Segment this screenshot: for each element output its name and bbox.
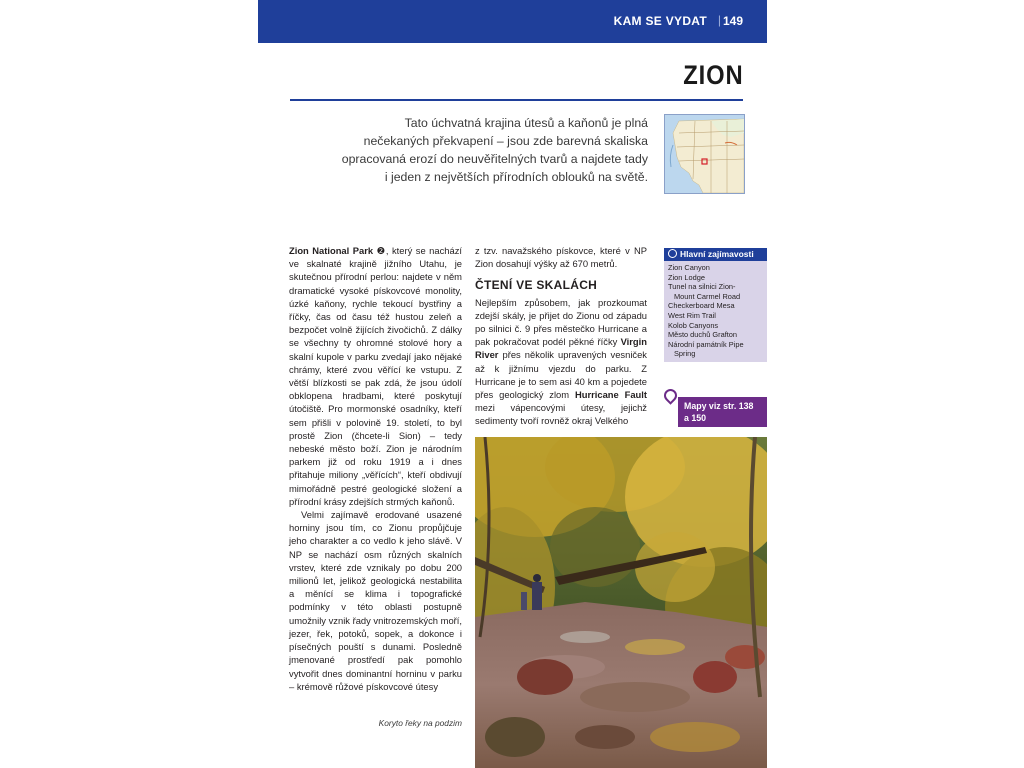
header-bar xyxy=(258,0,767,43)
header-separator: | xyxy=(717,13,721,27)
text-column-1 xyxy=(289,244,462,693)
list-item: West Rim Trail xyxy=(668,310,716,320)
page-title: ZION xyxy=(682,60,743,90)
highlights-list xyxy=(664,261,767,359)
list-item: Kolob Canyons xyxy=(668,320,719,330)
highlights-header xyxy=(664,248,767,261)
locator-map xyxy=(664,114,745,194)
col1-paragraph-1 xyxy=(289,244,462,508)
col2-paragraph-2 xyxy=(475,296,647,428)
list-item: Checkerboard Mesa xyxy=(668,301,735,311)
book-page xyxy=(258,0,767,768)
list-item: Město duchů Grafton xyxy=(668,330,738,340)
maps-reference-box xyxy=(678,397,767,427)
col2-paragraph-1: z tzv. navažského pískovce, které v NP Zion dosahují výšky až 670 metrů. xyxy=(475,245,647,270)
map-marker-number: ❷ xyxy=(376,245,386,256)
photo-graphic xyxy=(475,437,767,768)
highlights-title: Hlavní zajímavosti xyxy=(680,249,754,259)
map-pin-icon xyxy=(661,386,679,404)
locator-map-graphic xyxy=(665,115,744,193)
col1-paragraph-1-text: , který se nachází ve skalnaté krajině jižního Utahu, je skutečnou přírodní perlou: najdete v něm dramatické vysoké pískovcové monolity, úzké kaňony, rychle tekoucí bystřiny a říčky, čas od času též hustou zeleň a bezpočet volně žijících živočichů. Z dálky se všechny ty ohromné stolové hory a skalní kupole v parku zvedají jako nějaké chrámy, které zvou věřící ke vstupu. Z větší blízkosti se pak zdá, že jsou údolí obklopena hradbami, které poskytují útočiště. Pro mormonské osadníky, kteří sem přišli v polovině 19. století, to byl prostě Zion (čhcete-li Sion) – tedy nebeské město boží. Zion je národním parkem již od roku 1919 a i dnes přitahuje miliony „věřících“, kteří obdivují mimořádně pestré geologické složení a přírodní krásy zdejších strmých kaňonů. xyxy=(289,245,462,507)
highlights-box xyxy=(664,248,767,362)
header-section-title: KAM SE VYDAT xyxy=(613,14,707,28)
maps-reference-line-2: a 150 xyxy=(684,412,707,423)
maps-reference-line-1: Mapy viz str. 138 xyxy=(684,401,754,411)
page-number: 149 xyxy=(722,14,743,28)
text-column-2 xyxy=(475,244,647,428)
title-divider xyxy=(290,99,743,101)
intro-paragraph: Tato úchvatná krajina útesů a kaňonů je plná nečekaných překvapení – jsou zde barevná skaliska opracovaná erozí do neuvěřitelných tvarů a najdete tady i jeden z největších přírodních oblouků na světě. xyxy=(341,116,648,184)
list-item: Zion Canyon xyxy=(668,263,710,272)
list-item: Zion Lodge xyxy=(668,272,705,282)
section-heading: ČTENÍ VE SKALÁCH xyxy=(475,278,598,293)
autumn-riverbed-photo xyxy=(475,437,767,768)
list-item-continuation: Mount Carmel Road xyxy=(674,291,741,301)
col2-paragraph-2-part-b: přes několik upravených vesniček až k jižnímu vjezdu do parku. Z Hurricane je to sem asi 40 km a pojedete přes geologický zlom xyxy=(475,349,647,401)
list-item-continuation: Spring xyxy=(674,349,696,359)
col2-paragraph-2-part-c: mezi vápencovými útesy, jejichž sedimenty tvoří rovněž okraj Velkého xyxy=(475,402,647,427)
list-item xyxy=(668,292,767,302)
list-item: Národní památník Pipe xyxy=(668,339,744,349)
virgin-river-bold: Virgin River xyxy=(475,336,647,361)
col1-paragraph-2: Velmi zajímavě erodované usazené horniny jsou tím, co Zionu propůjčuje jeho charakter a co vedlo k jeho slávě. V NP se nachází osm různých skalních vrstev, které zde vznikaly po dobu 200 milionů let, jelikož geologická nestabilita a měnící se klima i topografické podmínky v této oblasti postupně umožnily vznik řady vnitrozemských moří, jezer, řek, potoků, sopek, a dokonce i písečných pouští s dunami. Posledně jmenované prostředí pak pomohlo vytvořit dnes dominantní horninu v parku – krémově růžové pískovcové útesy xyxy=(289,509,462,692)
hurricane-fault-bold: Hurricane Fault xyxy=(574,389,647,401)
list-item xyxy=(668,349,767,359)
circle-arrow-icon xyxy=(668,249,677,258)
park-name: Zion National Park xyxy=(289,245,374,256)
list-item: Tunel na silnici Zion- xyxy=(668,282,736,292)
col2-paragraph-2-part-a: Nejlepším způsobem, jak prozkoumat zdejší skály, je přijet do Zionu od západu po silnici č. 9 přes městečko Hurricane a pak pokračovat podél pěkné říčky xyxy=(475,296,647,348)
photo-caption: Koryto řeky na podzim xyxy=(378,718,462,728)
